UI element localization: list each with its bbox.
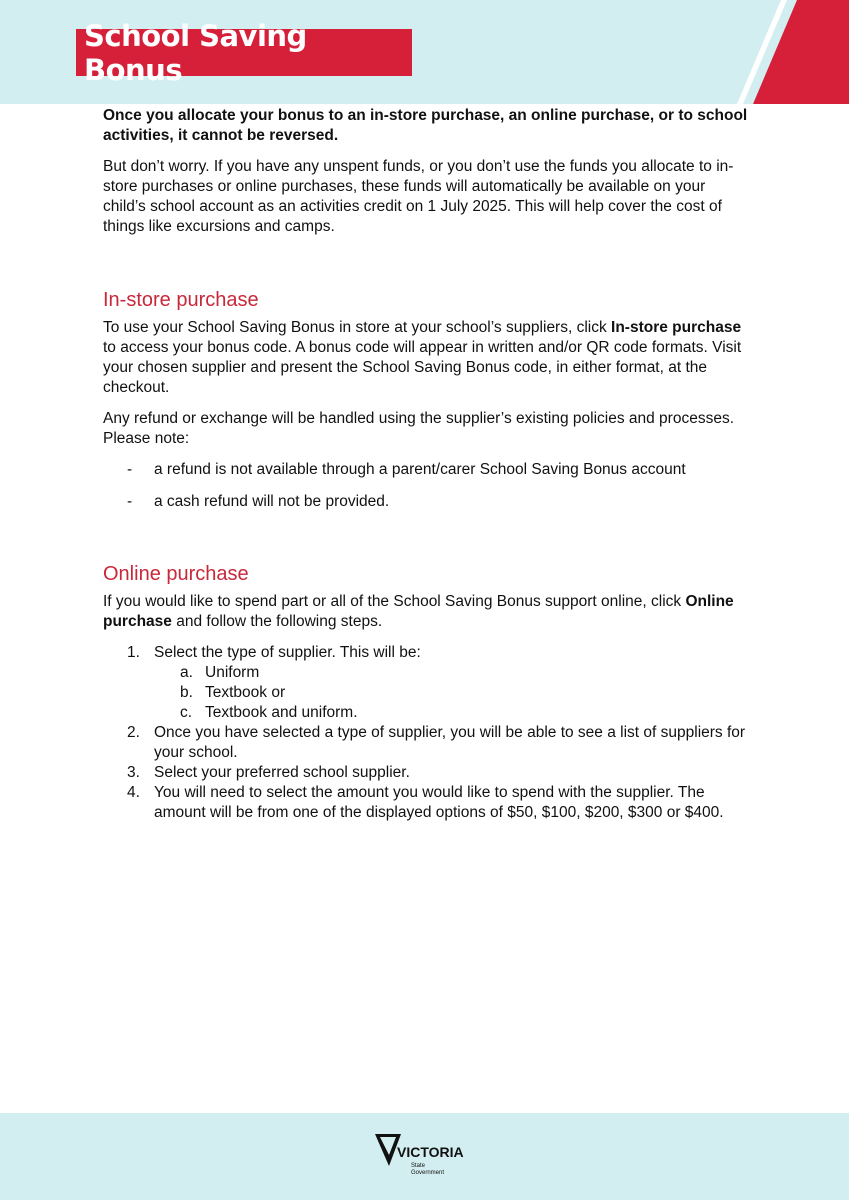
page-title-box bbox=[76, 18, 412, 87]
step-item bbox=[103, 643, 748, 723]
substep-item bbox=[154, 683, 748, 703]
online-purchase-term: Online purchase bbox=[103, 593, 734, 630]
substep-text: Textbook or bbox=[205, 684, 286, 701]
refund-notes-list bbox=[103, 460, 748, 512]
substep-letter: b. bbox=[180, 684, 193, 701]
list-item bbox=[103, 460, 748, 480]
list-item-text: a refund is not available through a parent/carer School Saving Bonus account bbox=[154, 461, 686, 478]
substep-item bbox=[154, 703, 748, 723]
substep-text: Textbook and uniform. bbox=[205, 704, 358, 721]
logo-subtext-2: Government bbox=[411, 1170, 445, 1176]
header-band bbox=[0, 0, 849, 104]
substep-letter: a. bbox=[180, 664, 193, 681]
supplier-type-list bbox=[154, 663, 748, 723]
instore-p1-text: To use your School Saving Bonus in store at your school’s suppliers, click bbox=[103, 319, 612, 336]
page-title: School Saving Bonus bbox=[84, 18, 307, 87]
step-text: You will need to select the amount you would like to spend with the supplier. The amount will be from one of the displayed options of $50, $100, $200, $300 or $400. bbox=[154, 784, 724, 821]
step-item bbox=[103, 763, 748, 783]
step-item bbox=[103, 723, 748, 763]
online-steps-list bbox=[103, 643, 748, 823]
main-content bbox=[103, 106, 748, 823]
online-p1-text-end: and follow the following steps. bbox=[171, 613, 383, 630]
intro-bold-statement: Once you allocate your bonus to an in-store purchase, an online purchase, or to school activities, it cannot be reversed. bbox=[103, 107, 748, 144]
step-number: 1. bbox=[127, 644, 140, 661]
instore-p1-text-end: to access your bonus code. A bonus code will appear in written and/or QR code formats. Visit your chosen supplier and present the School Saving Bonus code, in either format, at the checkout. bbox=[103, 339, 742, 396]
step-text: Select your preferred school supplier. bbox=[154, 764, 410, 781]
step-item bbox=[103, 783, 748, 823]
victoria-government-logo bbox=[375, 1132, 470, 1182]
list-item bbox=[103, 492, 748, 512]
substep-item bbox=[154, 663, 748, 683]
intro-paragraph: But don’t worry. If you have any unspent funds, or you don’t use the funds you allocate to in-store purchases or online purchases, these funds will automatically be available on your child’s school account as an activities credit on 1 July 2025. This will help cover the cost of things like excursions and camps. bbox=[103, 158, 734, 235]
online-p1-text: If you would like to spend part or all of the School Saving Bonus support online, click bbox=[103, 593, 686, 610]
instore-paragraph-2: Any refund or exchange will be handled using the supplier’s existing policies and processes. Please note: bbox=[103, 410, 735, 447]
step-number: 3. bbox=[127, 764, 140, 781]
instore-purchase-term: In-store purchase bbox=[611, 319, 742, 336]
substep-text: Uniform bbox=[205, 664, 260, 681]
step-number: 2. bbox=[127, 724, 140, 741]
spacer bbox=[103, 524, 748, 562]
header-red-stripe bbox=[729, 0, 849, 104]
list-item-text: a cash refund will not be provided. bbox=[154, 493, 390, 510]
dash-marker: - bbox=[127, 461, 133, 478]
instore-heading: In-store purchase bbox=[103, 289, 259, 311]
dash-marker: - bbox=[127, 493, 133, 510]
logo-word: VICTORIA bbox=[397, 1144, 464, 1160]
logo-subtext-1: State bbox=[411, 1163, 426, 1169]
spacer bbox=[103, 248, 748, 288]
step-text: Once you have selected a type of supplier, you will be able to see a list of suppliers for your school. bbox=[154, 724, 746, 761]
step-text: Select the type of supplier. This will be: bbox=[154, 644, 421, 661]
online-heading: Online purchase bbox=[103, 563, 249, 585]
substep-letter: c. bbox=[180, 704, 193, 721]
step-number: 4. bbox=[127, 784, 140, 801]
online-paragraph-1 bbox=[103, 592, 748, 632]
instore-paragraph-1 bbox=[103, 318, 748, 398]
